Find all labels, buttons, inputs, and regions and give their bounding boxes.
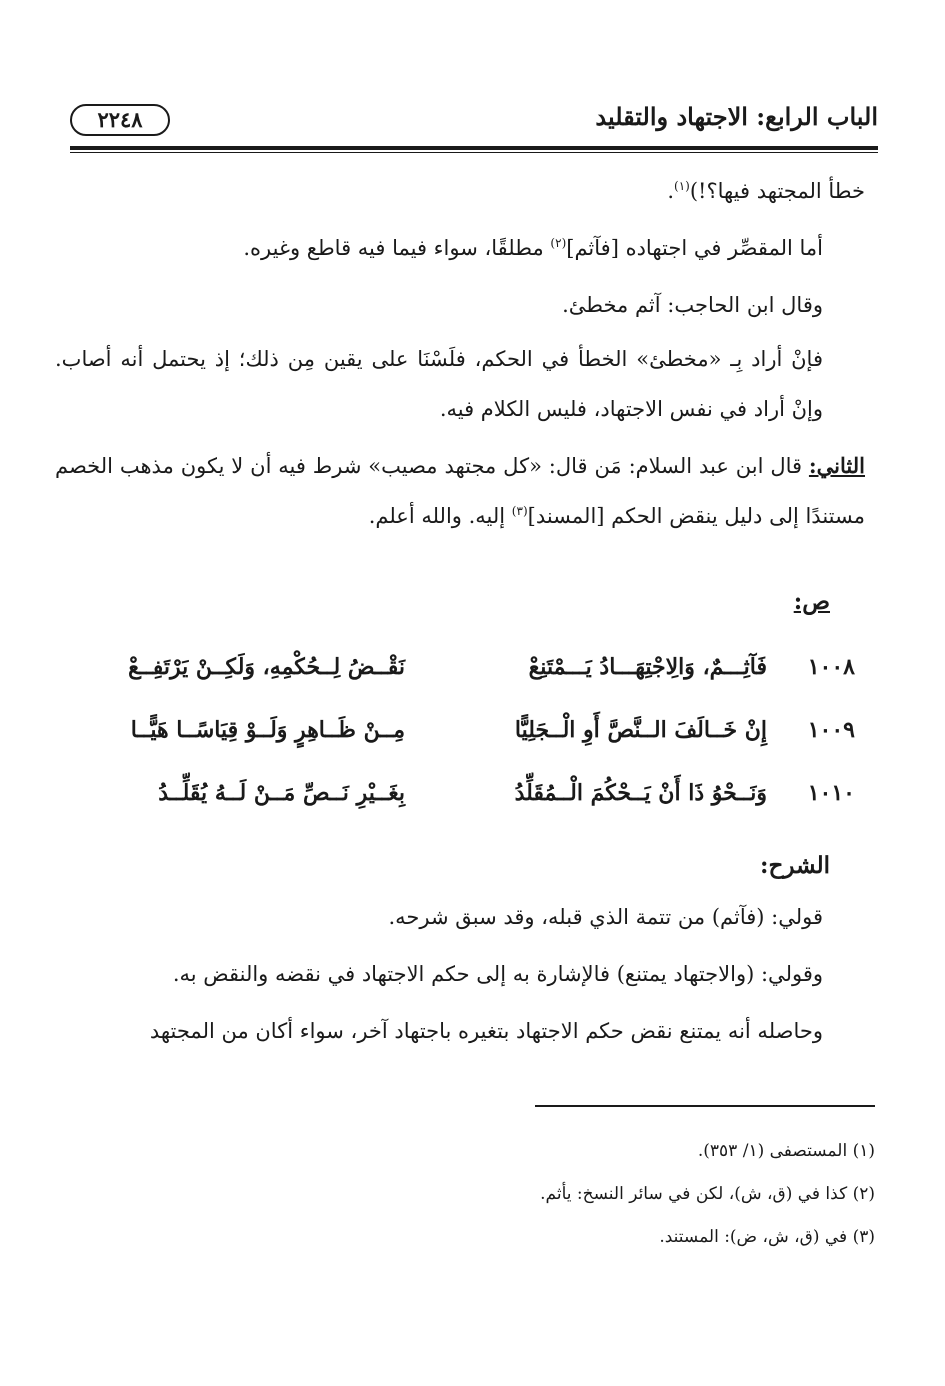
running-title: الباب الرابع: الاجتهاد والتقليد: [595, 102, 878, 131]
verse-line: [70, 640, 855, 703]
footnote: (١) المستصفى (١/ ٣٥٣).: [697, 1141, 875, 1161]
paragraph-text: قال ابن عبد السلام: مَن قال: «كل مجتهد مصيب» شرط فيه أن لا يكون مذهب الخصم مستندًا إلى دليل ينقض الحكم [المسند]: [55, 454, 865, 528]
verse-first-hemistich: فَآثِـــمٌ، وَالِاجْتِهَـــادُ يَـــمْتَنِعْ: [528, 654, 767, 680]
verse-number: ١٠١٠: [807, 780, 855, 806]
footnote: (٣) في (ق، ش، ض): المستند.: [659, 1227, 875, 1247]
verse-line: [70, 703, 855, 766]
paragraph-thani: [55, 441, 865, 541]
paragraph-text-end: إليه. والله أعلم.: [368, 504, 512, 528]
verse-first-hemistich: إِنْ خَــالَفَ الــنَّصَّ أَوِ الْــجَلِيًّا: [514, 717, 767, 743]
matn-heading-block: [55, 588, 865, 615]
paragraph-text-end: مطلقًا، سواء فيما فيه قاطع وغيره.: [243, 236, 551, 260]
header-rule: [70, 146, 878, 150]
sharh-paragraph: وحاصله أنه يمتنع نقض حكم الاجتهاد بتغيره باجتهاد آخر، سواء أكان من المجتهد: [149, 1019, 823, 1043]
paragraph-text: أما المقصِّر في اجتهاده [فآثم]: [566, 236, 823, 260]
paragraph-muqassir: [55, 220, 865, 277]
sharh-block: [55, 852, 865, 1060]
footnote: (٢) كذا في (ق، ش)، لكن في سائر النسخ: يأثم.: [540, 1184, 875, 1204]
footnotes: [420, 1130, 875, 1259]
paragraph-khata: فإنْ أراد بِـ «مخطئ» الخطأ في الحكم، فلَسْنَا على يقين مِن ذلك؛ إذ يحتمل أنه أصاب. وإنْ أراد في نفس الاجتهاد، فليس الكلام فيه.: [55, 347, 823, 421]
footnote-ref: (٢): [550, 236, 567, 250]
paragraph-ibn-hajib: وقال ابن الحاجب: آثم مخطئ.: [562, 293, 823, 317]
paragraph-text: خطأ المجتهد فيها؟!): [689, 179, 865, 203]
verse-second-hemistich: بِغَــيْرِ نَــصِّ مَــنْ لَــهُ يُقَلِّــدُ: [158, 780, 405, 806]
verse-number: ١٠٠٩: [807, 717, 855, 743]
sharh-paragraph: قولي: (فآثم) من تتمة الذي قبله، وقد سبق شرحه.: [388, 905, 823, 929]
main-text: [55, 163, 865, 541]
verse-second-hemistich: مِــنْ ظَــاهِرٍ وَلَــوْ قِيَاسًــا هَيًّــا: [130, 717, 405, 743]
footnote-separator: [535, 1105, 875, 1107]
sharh-paragraph: وقولي: (والاجتهاد يمتنع) فالإشارة به إلى حكم الاجتهاد في نقضه والنقض به.: [172, 962, 823, 986]
verse-line: [70, 766, 855, 829]
footnote-ref: (٣): [511, 504, 528, 518]
header-rule-thin: [70, 152, 878, 153]
verse-block: [70, 640, 855, 829]
verse-first-hemistich: وَنَــحْوُ ذَا أَنْ يَــحْكُمَ الْــمُقَلِّدُ: [514, 780, 767, 806]
footnote-ref: (١): [674, 179, 690, 193]
matn-heading: ص:: [793, 588, 830, 615]
page-header: [70, 100, 878, 142]
paragraph-text-end: .: [667, 179, 674, 203]
page-number-badge: ٢٢٤٨: [70, 104, 170, 136]
verse-second-hemistich: نَقْــضُ لِــحُكْمِهِ، وَلَكِــنْ يَرْتَفِــعْ: [128, 654, 405, 680]
sharh-heading: الشرح:: [760, 852, 830, 879]
paragraph-continuation: [55, 163, 865, 220]
point-label: الثاني:: [808, 453, 865, 478]
verse-number: ١٠٠٨: [807, 654, 855, 680]
